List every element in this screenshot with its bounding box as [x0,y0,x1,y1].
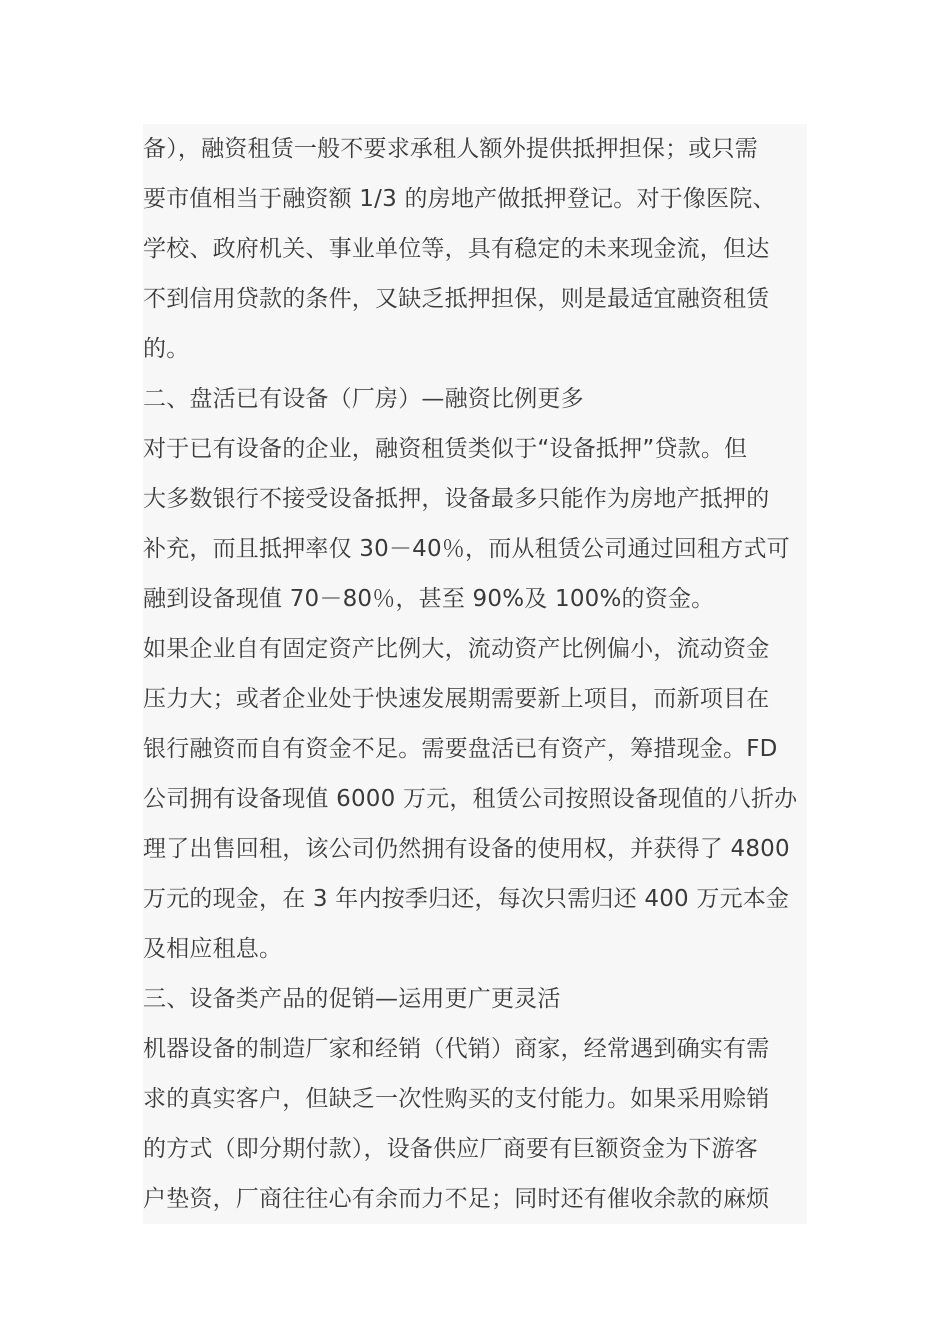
text-line-15: 理了出售回租，该公司仍然拥有设备的使用权，并获得了 4800 [143,836,790,862]
text-line-21: 的方式（即分期付款），设备供应厂商要有巨额资金为下游客 [143,1136,758,1162]
text-line-7: 对于已有设备的企业，融资租赁类似于“设备抵押”贷款。但 [143,436,748,462]
text-line-3: 学校、政府机关、事业单位等，具有稳定的未来现金流，但达 [143,236,770,262]
text-line-13: 银行融资而自有资金不足。需要盘活已有资产，筹措现金。FD [143,736,778,762]
text-line-14: 公司拥有设备现值 6000 万元，租赁公司按照设备现值的八折办 [143,786,798,812]
section-heading-2: 二、盘活已有设备（厂房）—融资比例更多 [143,386,584,412]
text-line-20: 求的真实客户，但缺乏一次性购买的支付能力。如果采用赊销 [143,1086,770,1112]
text-line-2: 要市值相当于融资额 1/3 的房地产做抵押登记。对于像医院、 [143,186,776,212]
text-line-1: 备），融资租赁一般不要求承租人额外提供抵押担保；或只需 [143,136,758,162]
text-line-4: 不到信用贷款的条件，又缺乏抵押担保，则是最适宜融资租赁 [143,286,770,312]
text-line-9: 补充，而且抵押率仅 30－40％，而从租赁公司通过回租方式可 [143,536,790,562]
text-line-12: 压力大；或者企业处于快速发展期需要新上项目，而新项目在 [143,686,770,712]
text-line-8: 大多数银行不接受设备抵押，设备最多只能作为房地产抵押的 [143,486,770,512]
text-line-17: 及相应租息。 [143,936,283,962]
text-block [143,124,807,1224]
text-line-19: 机器设备的制造厂家和经销（代销）商家，经常遇到确实有需 [143,1036,770,1062]
text-line-22: 户垫资，厂商往往心有余而力不足；同时还有催收余款的麻烦 [143,1186,770,1212]
text-line-11: 如果企业自有固定资产比例大，流动资产比例偏小，流动资金 [143,636,770,662]
text-line-10: 融到设备现值 70－80％，甚至 90%及 100%的资金。 [143,586,715,612]
text-line-5: 的。 [143,336,190,362]
section-heading-3: 三、设备类产品的促销—运用更广更灵活 [143,986,561,1012]
text-line-16: 万元的现金，在 3 年内按季归还，每次只需归还 400 万元本金 [143,886,790,912]
